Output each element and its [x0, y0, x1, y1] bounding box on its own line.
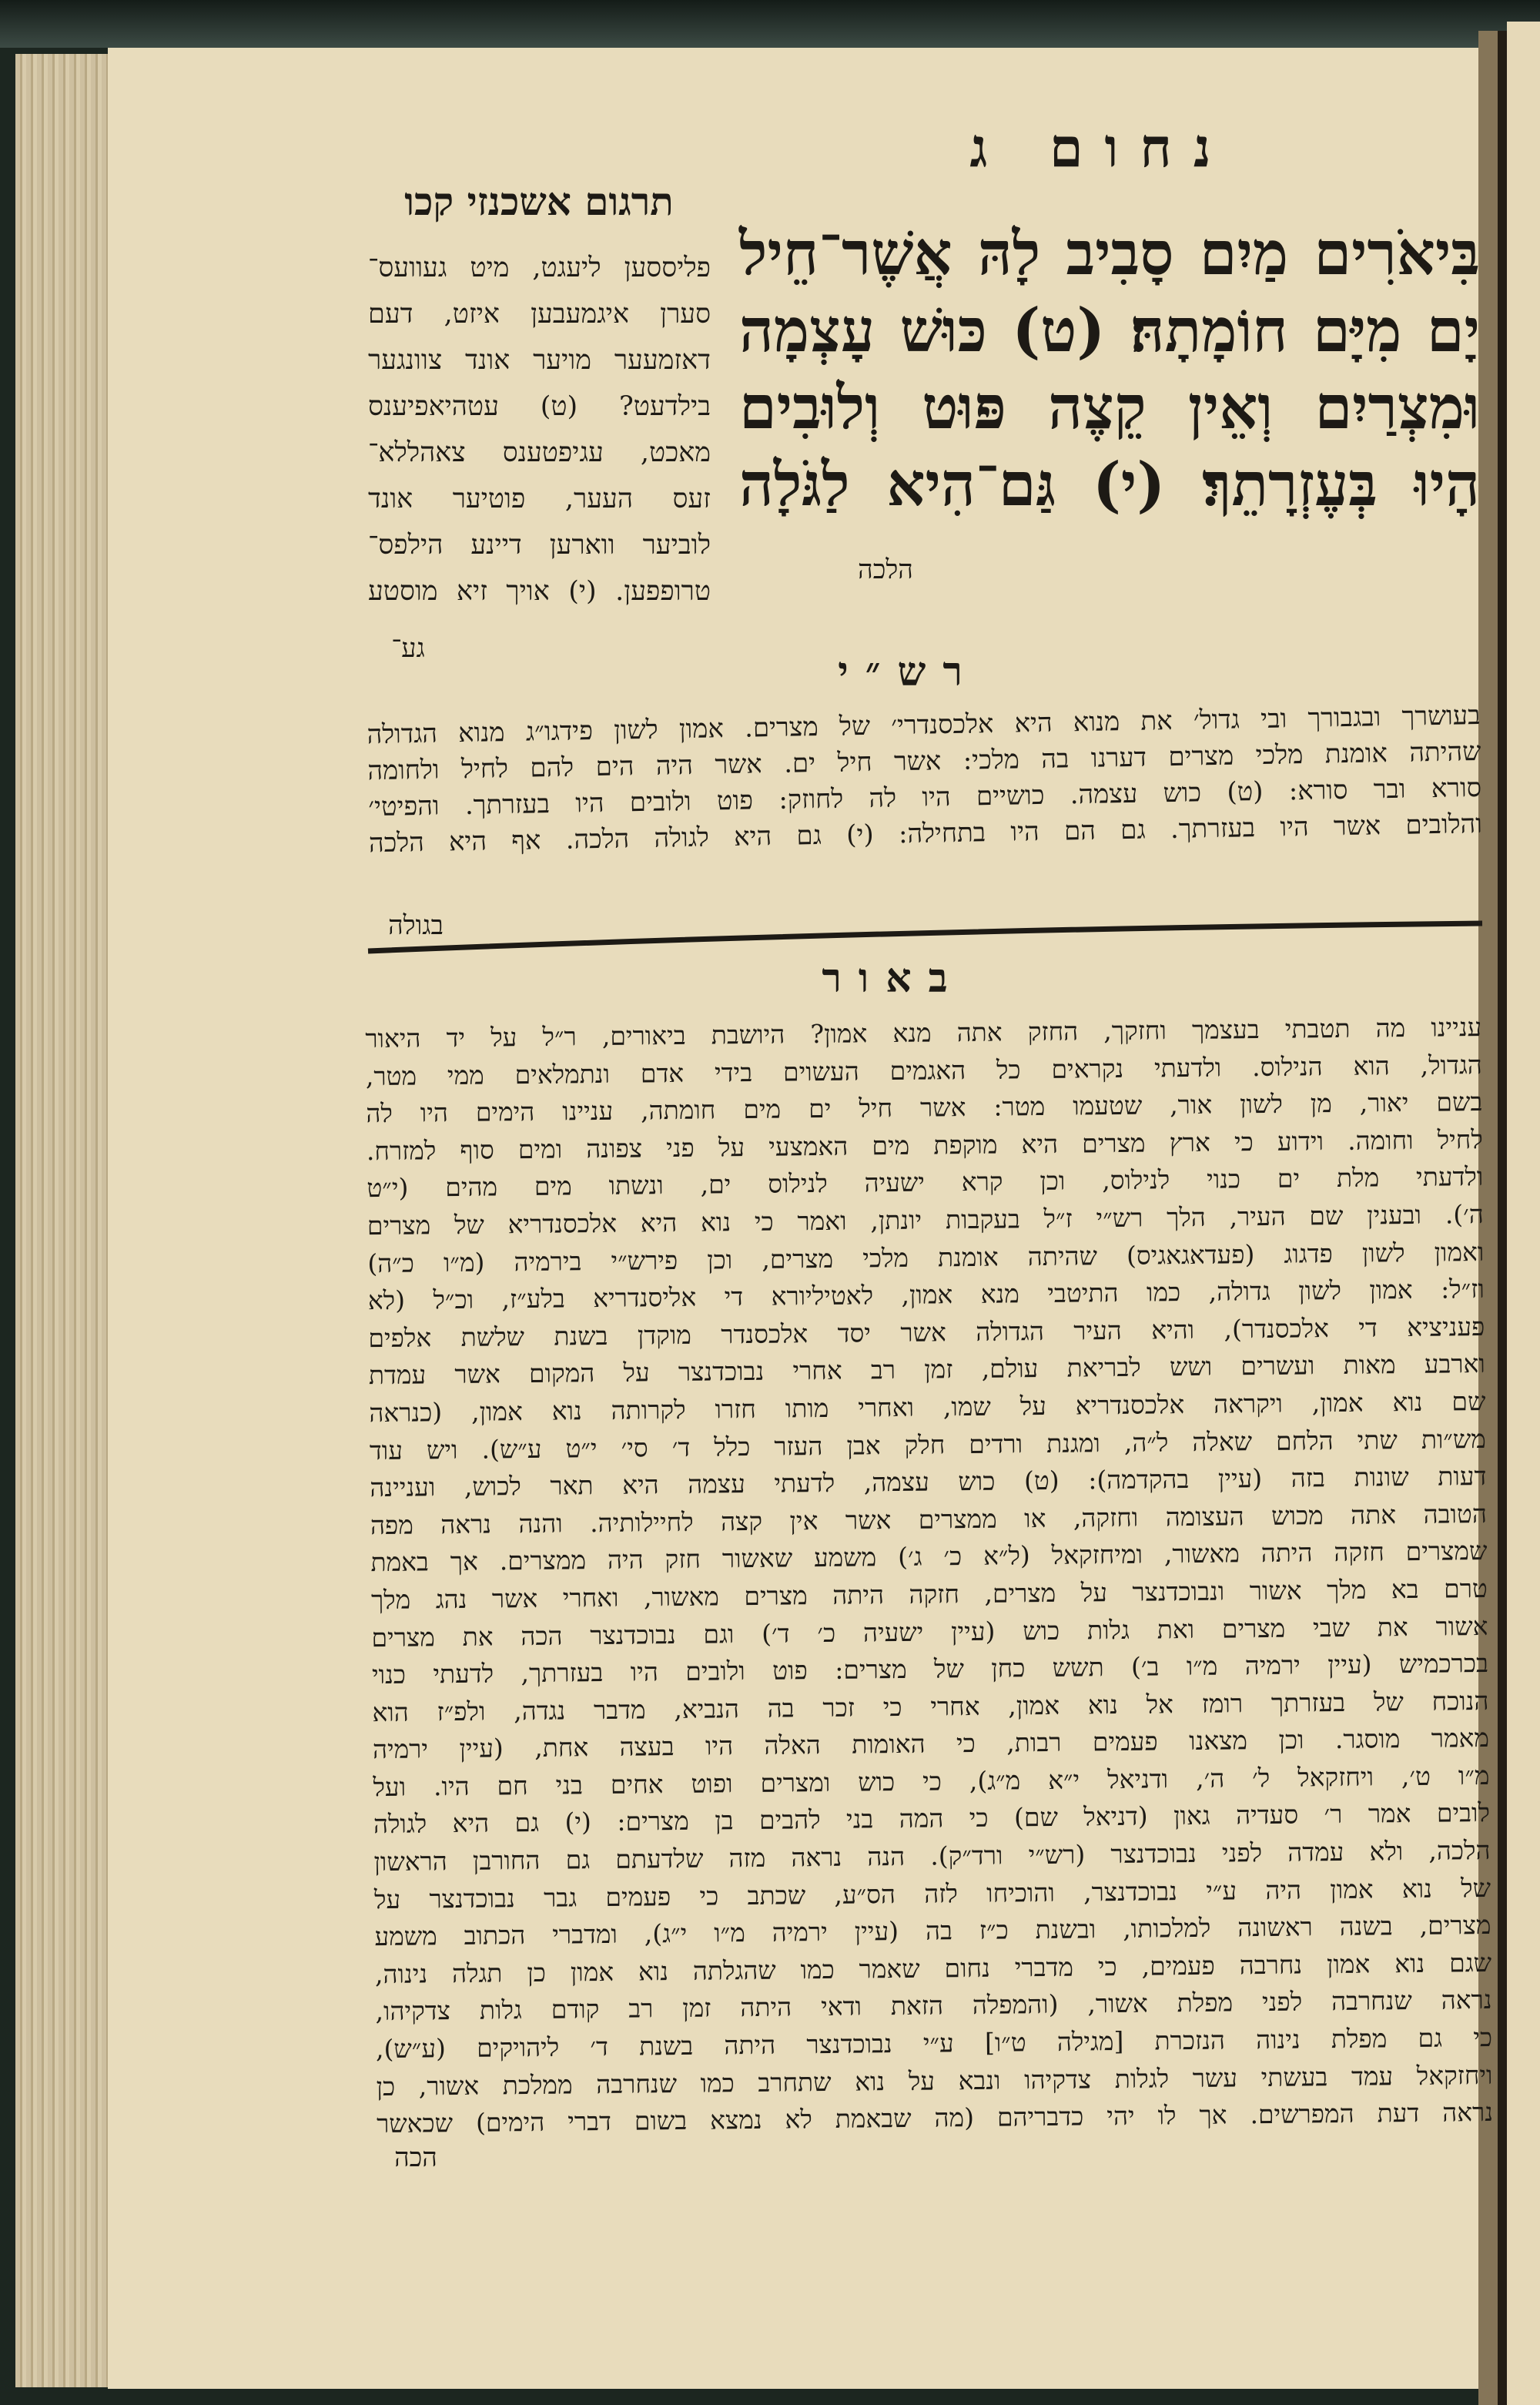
rashi-line: בעושרך ובגבורך ובי גדול׳ את מנוא היא אלכסנדרי׳ של מצרים. אמון לשון פידגו״ג מנוא הגדולה — [367, 699, 1481, 751]
biur-line: עניינו מה תטבתי בעצמך וחזקך, החזק אתה מנא אמון? היושבת ביאורים, ר״ל על יד היאור — [365, 1011, 1482, 1054]
scripture-catchword: הלכה — [858, 554, 913, 585]
biur-line: אשור את שבי מצרים ואת גלות כוש (עיין ישעיה כ׳ ד׳) וגם נבוכדנצר הכה את מצרים — [371, 1610, 1488, 1653]
biur-line: ויחזקאל עמד בעשתי עשר לגלות צדקיהו ונבא על נוא שתחרב כמו שנחרבה ממלכת אשור, כן — [376, 2059, 1493, 2102]
rashi-heading: רש״י — [838, 648, 979, 695]
rashi-line: והלובים אשר היו בעזרתך. גם הם היו בתחילה: (י) גם היא לגולה הלכה. אף היא הלכה — [368, 808, 1483, 859]
scripture-line: יָם מִיָּם חוֹמָתָהּ׃ (ט) כּוּשׁ עָצְמָה — [739, 296, 1480, 366]
biur-line: נראה דעת המפרשים. אך לו יהי כדבריהם (מה שבאמת לא נמצא בשום דברי הימים) שכאשר — [376, 2097, 1494, 2139]
biur-line: של נוא אמון היה ע״י נבוכדנצר, והוכיחו לזה הס״ע, שכתב כי פעמים גבר נבוכדנצר על — [373, 1872, 1491, 1914]
targum-line: טרופפען. (י) אויך זיא מוסטע — [368, 576, 711, 607]
targum-line: דאזמעער מויער אונד צוונגער — [368, 345, 711, 376]
section-divider-rule — [362, 913, 1486, 959]
book-cover-top — [0, 0, 1540, 48]
biur-line: מצרים, בשנה ראשונה למלכותו, ובשנת כ״ז בה (עיין ירמיה מ״ו י״ג), ומדברי הכתוב משמע — [374, 1910, 1491, 1952]
targum-catchword: גע־ — [391, 633, 425, 664]
biur-line: בכרכמיש (עיין ירמיה מ״ו ב׳) תשש כחן של מצרים: פוט ולובים היו בעזרתך, לדעתי כנוי — [371, 1648, 1489, 1690]
targum-line: לוביער ווארען דיינע הילפס־ — [368, 530, 711, 561]
targum-column — [368, 245, 711, 615]
page-stack-edge — [15, 54, 112, 2387]
biur-line: וז״ל: אמון לשון גדולה, כמו התיטבי מנא אמון, לאטיליורא די אליסנדריא בלע״ז, וכ״ל (לא — [367, 1274, 1485, 1316]
rashi-line: שהיתה אומנת מלכי מצרים דערנו בה מלכי: אשר חיל ים. אשר היה הים להם לחיל ולחומה — [367, 735, 1481, 787]
biur-line: שגם נוא אמון נחרבה פעמים, כי מדברי נחום שאמר כמו שהגלתה נוא אמון כן תגלה נינוה, — [374, 1947, 1492, 1989]
rashi-line: סורא ובר סורא: (ט) כוש עצמה. כושיים היו לה לחוזק: פוט ולובים היו בעזרתך. והפיטי׳ — [367, 772, 1482, 823]
rashi-commentary — [367, 698, 1482, 862]
biur-line: ואמון לשון פדגוג (פעדאגאגיס) שהיתה אומנת מלכי מצרים, וכן פירש״י בירמיה (מ״ו כ״ה) — [367, 1236, 1485, 1278]
biur-line: הגדול, הוא הנילוס. ולדעתי נקראים כל האגמים העשוים בידי אדם ונתמלאים ממי מטר, — [365, 1049, 1482, 1091]
biur-line: ולדעתי מלת ים כנוי לנילוס, וכן קרא ישעיה לנילוס ים, ונשתו מים מהים (י״ט — [367, 1161, 1484, 1204]
biur-line: בשם יאור, מן לשון אור, שטעמו מטר: אשר חיל ים מים חומתה, עניינו הימים היו לה — [366, 1087, 1483, 1129]
biur-heading: באור — [822, 955, 965, 1002]
biur-line: כי גם מפלת נינוה הנזכרת [מגילה ט״ו] ע״י נבוכדנצר היתה בשנת ד׳ ליהויקים (ע״ש), — [375, 2021, 1493, 2065]
scripture-line: וּמִצְרַיִם וְאֵין קֵצֶה פּוּט וְלוּבִים — [739, 373, 1480, 443]
targum-line: זעס העער, פוטיער אונד — [368, 484, 711, 514]
biur-line: לובים אמר ר׳ סעדיה גאון (דניאל שם) כי המה בני להבים בן מצרים: (י) גם היא לגולה — [373, 1797, 1491, 1840]
biur-line: נראה שנחרבה לפני מפלת אשור, (והמפלה הזאת ודאי היתה זמן רב קודם גלות צדקיהו, — [375, 1985, 1492, 2027]
rashi-catchword: בגולה — [388, 910, 444, 941]
biur-catchword: הכה — [394, 2142, 437, 2173]
biur-line: הטובה אתה מכוש העצומה וחזקה, או ממצרים אשר אין קצה לחיילותיה. והנה נראה מפה — [370, 1498, 1488, 1540]
biur-line: שם נוא אמון, ויקראה אלכסנדריא על שמו, ואחרי מותו חזרו לקרותה נוא אמון, (כנראה — [369, 1385, 1486, 1429]
running-head-book-title: נחום ג — [969, 116, 1233, 179]
gutter-line — [1498, 31, 1507, 2405]
biur-line: לחיל וחומה. וידוע כי ארץ מצרים היא מוקפת מים האמצעי על פני צפונה ומים סוף למזרח. — [366, 1124, 1483, 1166]
running-head-targum-title: תרגום אשכנזי קכו — [404, 179, 674, 224]
targum-line: סערן איגמעבען איזט, דעם — [368, 299, 711, 330]
biur-line: ה׳). ובענין שם העיר, הלך רש״י ז״ל בעקבות יונתן, ואמר כי נוא היא אלכסנדריא של מצרים — [367, 1198, 1484, 1241]
scripture-line: בִּיאֹרִים מַיִם סָבִיב לָהּ אֲשֶׁר־חֵיל — [739, 219, 1480, 289]
targum-line: פליססען ליעגט, מיט געוועס־ — [368, 253, 711, 283]
biur-line: טרם בא מלך אשור ונבוכדנצר על מצרים, חזקה היתה מצרים מאשור, ואחרי אשר נהג מלך — [370, 1573, 1488, 1616]
scripture-line: הָיוּ בְּעֶזְרָתֵךְ׃ (י) גַּם־הִיא לַגֹּלָה — [739, 450, 1480, 520]
biur-line: הלכה, ולא עמדה לפני נבוכדנצר (רש״י ורד״ק). הנה נראה מזה שלדעתם גם החורבן הראשון — [373, 1835, 1491, 1877]
biur-line: מ״ו ט׳, ויחזקאל ל׳ ה׳, ודניאל י״א מ״ג), כי כוש ומצרים ופוט אחים בני חם היו. ועל — [373, 1760, 1490, 1803]
scripture-text — [739, 216, 1480, 524]
biur-line: מש״ות שתי הלחם שאלה ל״ה, ומגנת ורדים חלק אבן העזר כלל ד׳ סי׳ י״ט ע״ש). ויש עוד — [369, 1423, 1487, 1465]
biur-commentary — [365, 1009, 1493, 2143]
targum-line: מאכט, עגיפטענס צאהללא־ — [368, 437, 711, 468]
biur-line: מאמר מוסגר. וכן מצאנו פעמים רבות, כי האומות האלה היו בעצה אחת, (עיין ירמיה — [372, 1723, 1490, 1765]
biur-line: דעות שונות בזה (עיין בהקדמה): (ט) כוש עצמה, לדעתי עצמה היא תאר לכוש, ועניינה — [370, 1461, 1487, 1503]
biur-line: שמצרים חזקה היתה מאשור, ומיחזקאל (ל״א כ׳ ג׳) משמע שאשור חזק היה ממצרים. אך באמת — [370, 1536, 1488, 1578]
biur-line: הנוכח של בעזרתך רומז אל נוא אמון, אחרי כי זכר בה הנביא, מדבר נגדה, ולפ״ז הוא — [372, 1685, 1489, 1727]
biur-line: וארבע מאות ועשרים ושש לבריאת עולם, זמן רב אחרי נבוכדנצר על המקום אשר עמדת — [368, 1348, 1486, 1391]
next-page-edge — [1507, 22, 1540, 2405]
targum-line: בילדעט? (ט) עטהיאפיענס — [368, 391, 711, 422]
biur-line: פעניציא די אלכסנדר), והיא העיר הגדולה אשר יסד אלכסנדר מוקדן בשנת שלשת אלפים — [368, 1311, 1485, 1353]
